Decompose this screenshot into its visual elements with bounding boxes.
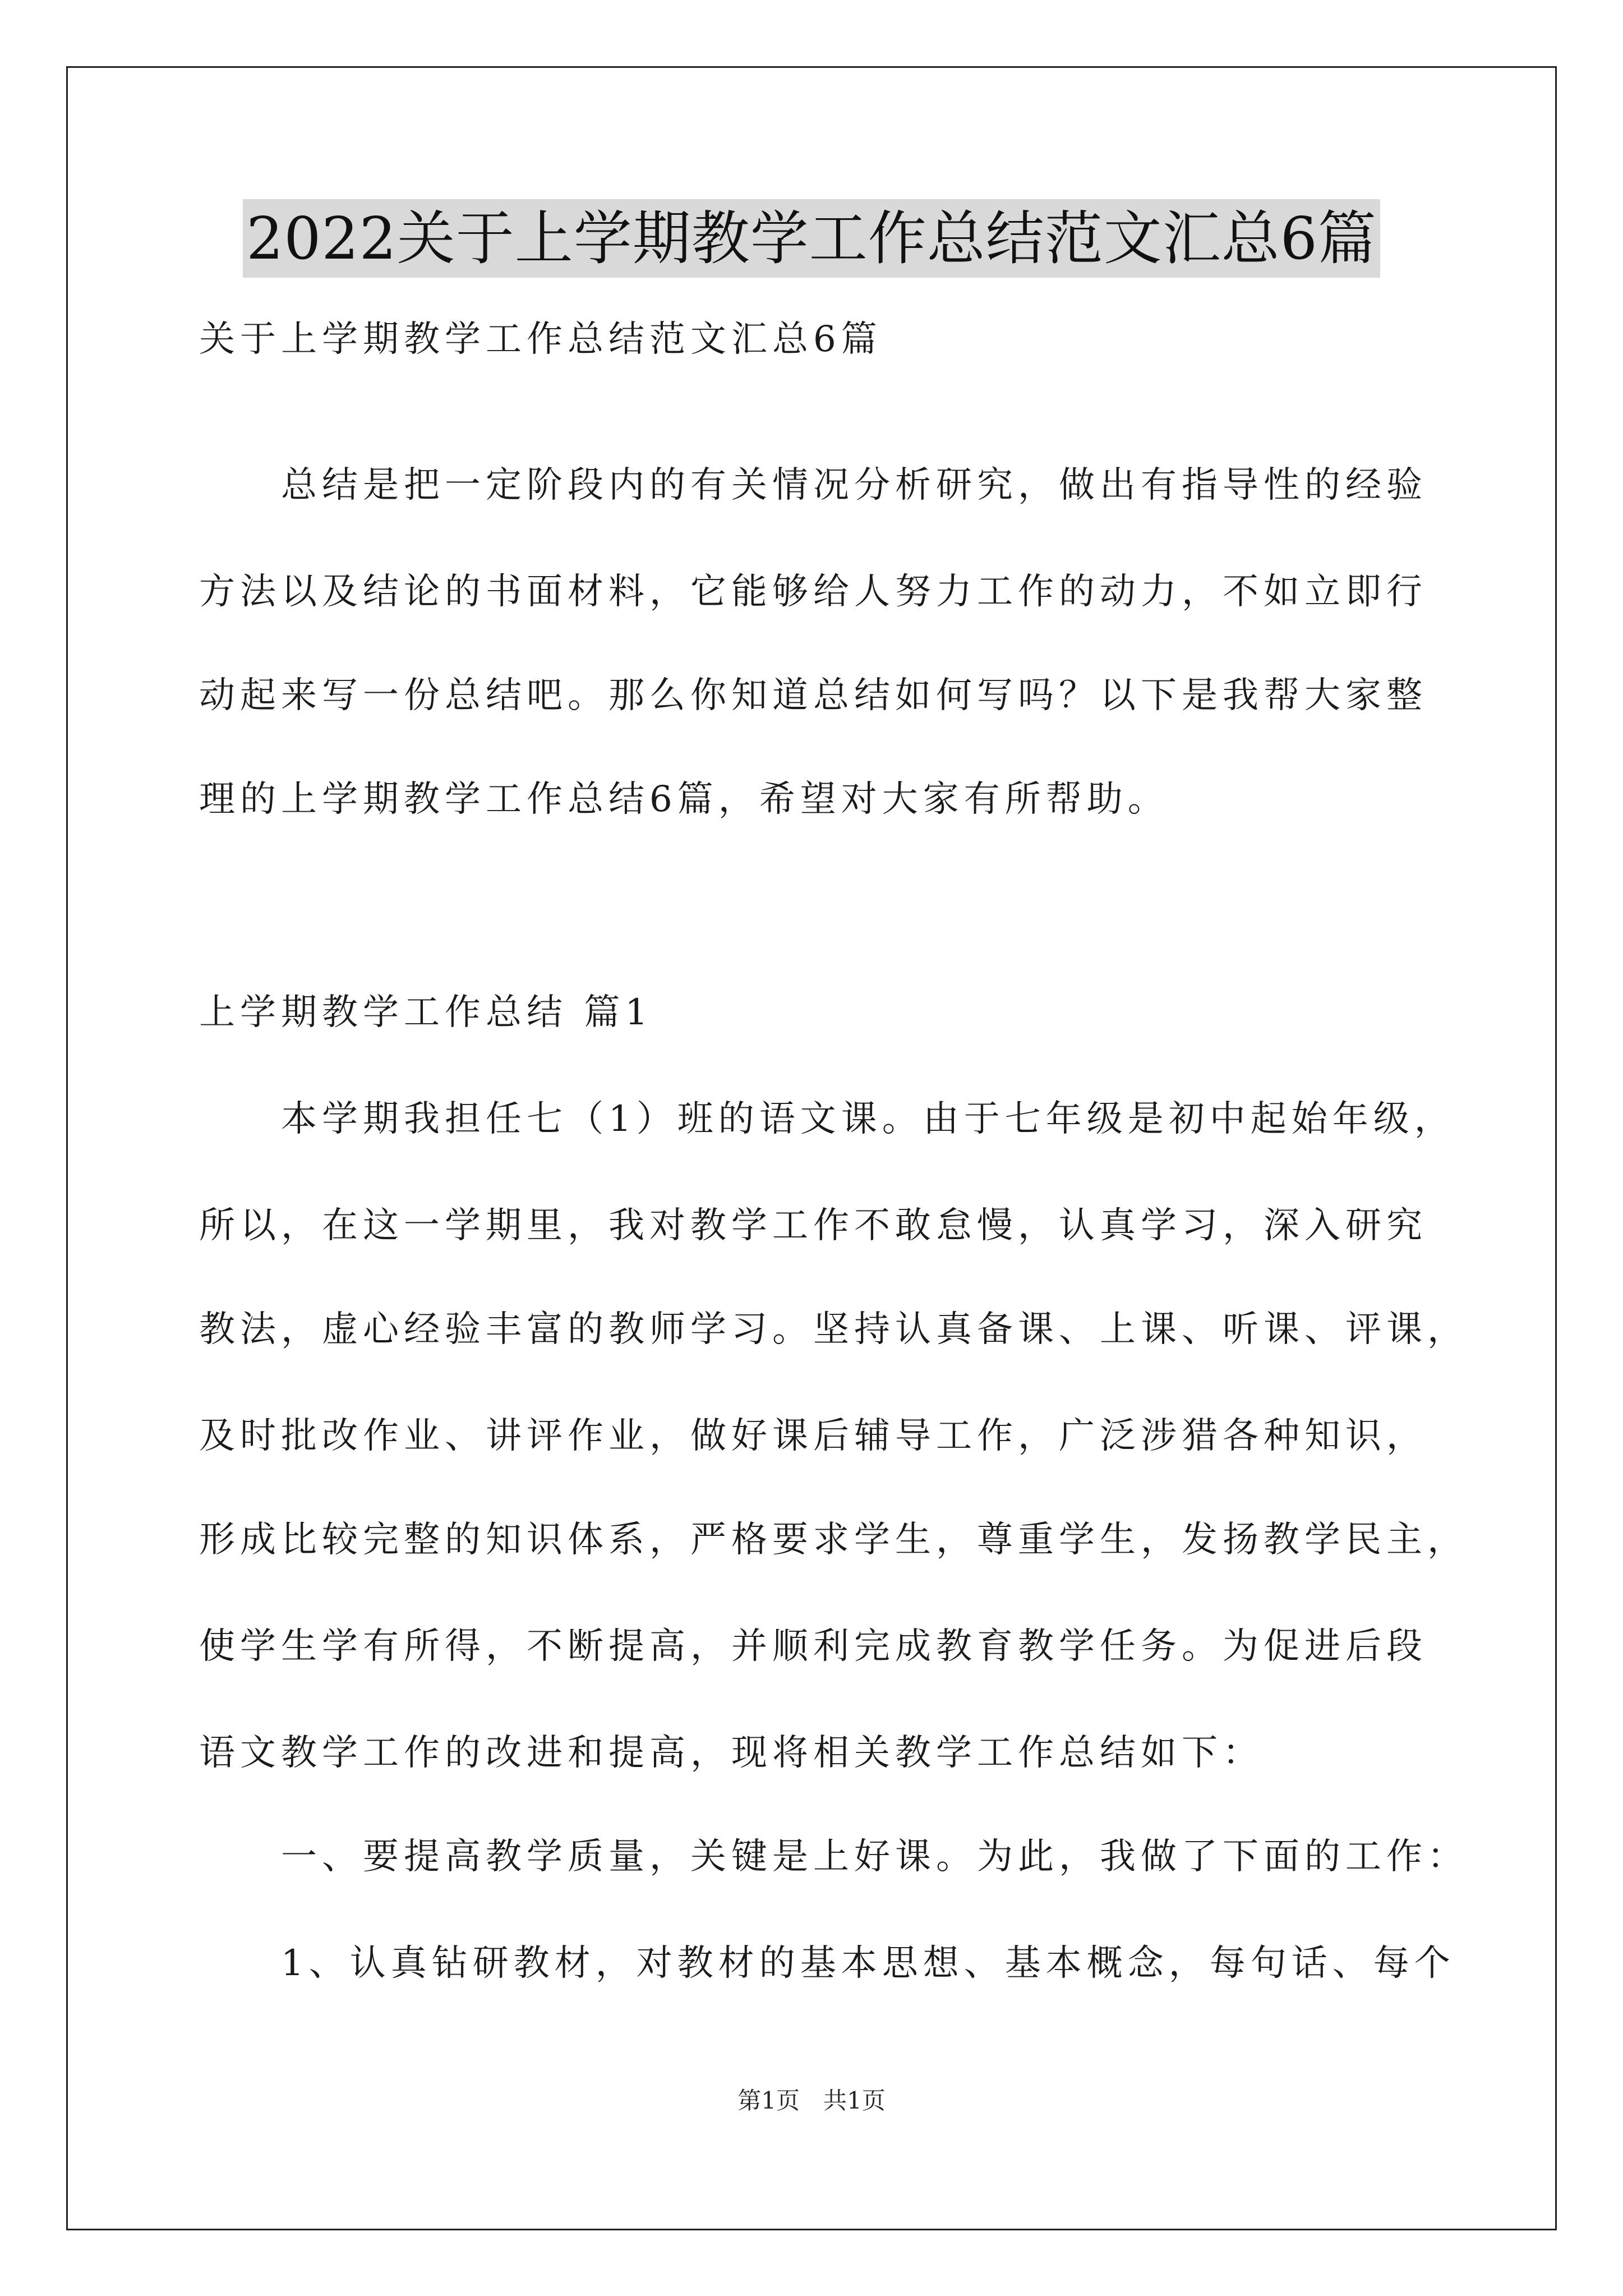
paragraph-line: 所以，在这一学期里，我对教学工作不敢怠慢，认真学习，深入研究 bbox=[199, 1205, 1427, 1246]
paragraph-line: 方法以及结论的书面材料，它能够给人努力工作的动力，不如立即行 bbox=[199, 571, 1427, 613]
page-border bbox=[66, 66, 1557, 2230]
paragraph-line: 及时批改作业、讲评作业，做好课后辅导工作，广泛涉猎各种知识， bbox=[199, 1415, 1427, 1457]
paragraph-line: 总结是把一定阶段内的有关情况分析研究，做出有指导性的经验 bbox=[199, 464, 1427, 506]
paragraph-line: 语文教学工作的改进和提高，现将相关教学工作总结如下： bbox=[199, 1732, 1264, 1774]
section-heading: 上学期教学工作总结 篇1 bbox=[199, 992, 653, 1033]
paragraph-line: 动起来写一份总结吧。那么你知道总结如何写吗？以下是我帮大家整 bbox=[199, 675, 1427, 716]
paragraph-line: 1、认真钻研教材，对教材的基本思想、基本概念，每句话、每个 bbox=[199, 1943, 1455, 1984]
paragraph-line: 使学生学有所得，不断提高，并顺利完成教育教学任务。为促进后段 bbox=[199, 1626, 1427, 1667]
paragraph-line: 理的上学期教学工作总结6篇，希望对大家有所帮助。 bbox=[199, 779, 1169, 820]
document-title: 2022关于上学期教学工作总结范文汇总6篇 bbox=[243, 199, 1380, 278]
paragraph-line: 本学期我担任七（1）班的语文课。由于七年级是初中起始年级， bbox=[199, 1098, 1455, 1140]
title-block bbox=[0, 199, 1623, 278]
subtitle-line: 关于上学期教学工作总结范文汇总6篇 bbox=[199, 319, 882, 360]
page-footer: 第1页 共1页 bbox=[737, 2087, 886, 2114]
paragraph-line: 形成比较完整的知识体系，严格要求学生，尊重学生，发扬教学民主， bbox=[199, 1519, 1468, 1561]
paragraph-line: 一、要提高教学质量，关键是上好课。为此，我做了下面的工作： bbox=[199, 1836, 1468, 1878]
paragraph-line: 教法，虚心经验丰富的教师学习。坚持认真备课、上课、听课、评课， bbox=[199, 1309, 1468, 1350]
